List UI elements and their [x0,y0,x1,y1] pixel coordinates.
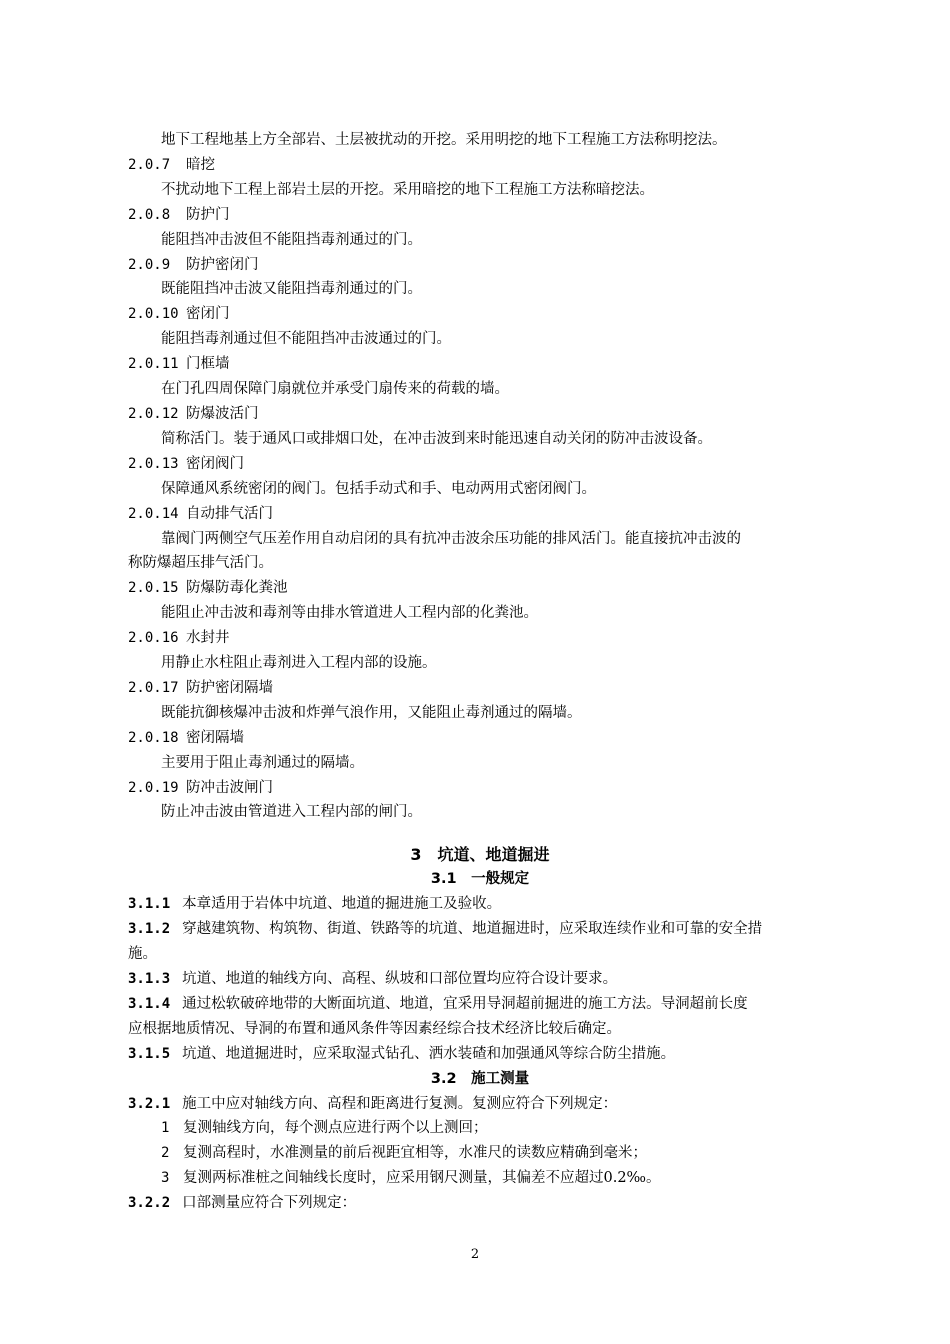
term-number: 2.0.12 [128,405,179,422]
term-description: 保障通风系统密闭的阀门。包括手动式和手、电动两用式密闭阀门。 [161,480,596,497]
term-description: 地下工程地基上方全部岩、土层被扰动的开挖。采用明挖的地下工程施工方法称明挖法。 [161,132,727,148]
clause-text: 通过松软破碎地带的大断面坑道、地道，宜采用导洞超前掘进的施工方法。导洞超前长度 [182,995,748,1012]
list-item [128,1141,832,1166]
clause-3-2-1 [128,1092,832,1117]
clause-text: 本章适用于岩体中坑道、地道的掘进施工及验收。 [182,896,502,913]
term-number: 2.0.19 [128,779,179,796]
term-description: 在门孔四周保障门扇就位并承受门扇传来的荷载的墙。 [161,381,509,398]
clause-text: 坑道、地道掘进时，应采取湿式钻孔、洒水装碴和加强通风等综合防尘措施。 [182,1045,676,1062]
clause-text: 施工中应对轴线方向、高程和距离进行复测。复测应符合下列规定： [182,1095,618,1112]
term-number: 2.0.11 [128,356,179,373]
term-name: 密闭隔墙 [186,729,244,746]
term-description: 既能阻挡冲击波又能阻挡毒剂通过的门。 [161,281,422,298]
section-title: 3.1 一般规定 [430,871,530,888]
term-description: 不扰动地下工程上部岩土层的开挖。采用暗挖的地下工程施工方法称暗挖法。 [161,181,654,198]
term-number: 2.0.13 [128,455,179,472]
term-heading [128,676,832,701]
term-number: 2.0.17 [128,679,179,696]
term-heading [128,502,832,527]
term-description: 防止冲击波由管道进入工程内部的闸门。 [161,804,422,821]
term-description: 能阻挡毒剂通过但不能阻挡冲击波通过的门。 [161,331,451,348]
term-number: 2.0.14 [128,505,179,522]
list-item-text: 复测轴线方向，每个测点应进行两个以上测回； [183,1120,488,1137]
term-name: 防护门 [186,206,230,223]
term-description: 简称活门。装于通风口或排烟口处，在冲击波到来时能迅速自动关闭的防冲击波设备。 [161,430,712,447]
term-heading [128,253,832,278]
term-heading [128,576,832,601]
term-description: 靠阀门两侧空气压差作用自动启闭的具有抗冲击波余压功能的排风活门。能直接抗冲击波的 [161,530,741,547]
term-description: 主要用于阻止毒剂通过的隔墙。 [161,754,364,771]
clause-3-1-4 [128,992,832,1042]
clause-3-1-1 [128,892,832,917]
clause-text-continued: 应根据地质情况、导洞的布置和通风条件等因素经综合技术经济比较后确定。 [128,1020,621,1037]
term-name: 暗挖 [186,156,215,173]
list-item-text: 复测高程时，水准测量的前后视距宜相等，水准尺的读数应精确到毫米； [183,1145,647,1162]
list-item [128,1116,832,1141]
term-heading [128,452,832,477]
clause-3-1-5 [128,1042,832,1067]
list-item-number: 1 [161,1120,170,1137]
clause-number: 3.2.1 [128,1095,171,1112]
clause-3-1-2 [128,917,832,967]
clause-3-2-2 [128,1191,832,1216]
clause-number: 3.1.3 [128,971,171,987]
term-heading [128,203,832,228]
term-number: 2.0.8 [128,206,171,223]
clause-text: 口部测量应符合下列规定： [182,1195,357,1212]
clause-text: 穿越建筑物、构筑物、街道、铁路等的坑道、地道掘进时，应采取连续作业和可靠的安全措 [182,921,763,938]
term-name: 防爆防毒化粪池 [186,580,288,597]
clause-number: 3.1.4 [128,995,171,1012]
term-name: 密闭门 [186,306,230,323]
term-heading [128,302,832,327]
term-heading [128,726,832,751]
term-description: 既能抗御核爆冲击波和炸弹气浪作用，又能阻止毒剂通过的隔墙。 [161,704,582,721]
term-name: 自动排气活门 [186,505,273,522]
term-name: 防冲击波闸门 [186,779,273,796]
term-heading [128,352,832,377]
clause-number: 3.1.2 [128,921,171,938]
term-description: 能阻挡冲击波但不能阻挡毒剂通过的门。 [161,231,422,248]
list-item-number: 3 [161,1170,170,1187]
term-name: 密闭阀门 [186,455,244,472]
term-name: 防爆波活门 [186,405,259,422]
section-title: 3.2 施工测量 [430,1070,530,1087]
term-description: 能阻止冲击波和毒剂等由排水管道进人工程内部的化粪池。 [161,605,538,622]
document-body [128,128,832,1216]
term-number: 2.0.10 [128,306,179,323]
term-name: 防护密闭隔墙 [186,679,273,696]
list-item-text: 复测两标准桩之间轴线长度时，应采用钢尺测量，其偏差不应超过0.2‰。 [183,1170,661,1187]
term-description: 用静止水柱阻止毒剂进入工程内部的设施。 [161,655,437,672]
term-number: 2.0.9 [128,256,171,273]
chapter-title: 3 坑道、地道掘进 [410,845,550,865]
terms-list [128,153,832,825]
term-name: 门框墙 [186,356,230,373]
list-item-number: 2 [161,1145,170,1162]
term-number: 2.0.16 [128,630,179,647]
clause-number: 3.1.5 [128,1045,171,1062]
clause-number: 3.1.1 [128,896,171,913]
term-heading [128,402,832,427]
term-heading [128,153,832,178]
term-description-continued: 称防爆超压排气活门。 [128,555,273,572]
clause-number: 3.2.2 [128,1195,171,1212]
clause-text: 坑道、地道的轴线方向、高程、纵坡和口部位置均应符合设计要求。 [182,971,618,987]
clause-3-1-3 [128,967,832,992]
term-name: 防护密闭门 [186,256,259,273]
term-number: 2.0.15 [128,580,179,597]
term-number: 2.0.7 [128,156,171,173]
term-heading [128,626,832,651]
term-heading [128,776,832,801]
term-name: 水封井 [186,630,230,647]
list-item [128,1166,832,1191]
page-number: 2 [470,1247,480,1262]
clause-text-continued: 施。 [128,946,157,963]
term-number: 2.0.18 [128,729,179,746]
